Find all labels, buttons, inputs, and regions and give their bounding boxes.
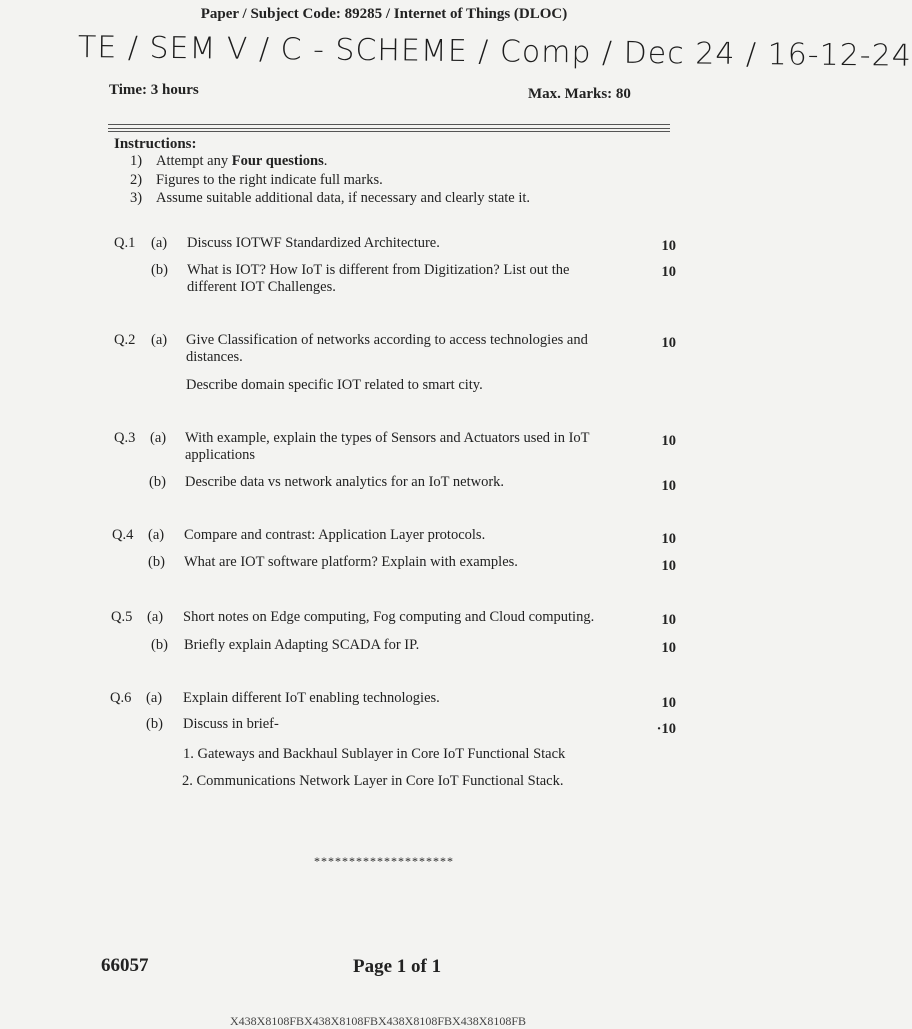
instruction-text: Figures to the right indicate full marks. (156, 172, 383, 188)
question-part-label: (b) (146, 716, 163, 732)
question-part-label: (b) (149, 474, 166, 490)
instruction-number: 1) (130, 153, 143, 169)
instruction-item (130, 172, 383, 189)
instruction-text: Assume suitable additional data, if necessary and clearly state it. (156, 190, 531, 206)
paper-number: 66057 (101, 955, 149, 976)
question-number: Q.6 (110, 690, 132, 706)
instruction-number: 3) (130, 190, 143, 206)
question-text: Explain different IoT enabling technologies. (183, 690, 440, 706)
question-text: Briefly explain Adapting SCADA for IP. (184, 637, 420, 653)
question-part-label: (a) (151, 235, 168, 251)
question-marks: 10 (661, 433, 676, 449)
sub-item: 1. Gateways and Backhaul Sublayer in Core IoT Functional Stack (183, 746, 566, 762)
sub-item: 2. Communications Network Layer in Core IoT Functional Stack. (182, 773, 564, 789)
question-number: Q.2 (114, 332, 136, 348)
question-marks: 10 (661, 335, 676, 351)
instructions-title: Instructions: (114, 136, 197, 152)
divider-line (108, 128, 670, 129)
question-text: Describe data vs network analytics for an IoT network. (185, 474, 505, 490)
instruction-text: . (323, 153, 328, 169)
question-part-label: (a) (147, 609, 164, 625)
question-marks: 10 (661, 264, 676, 280)
divider-line (108, 131, 670, 132)
question-part-label: (a) (148, 527, 165, 543)
page-indicator: Page 1 of 1 (353, 956, 442, 977)
question-part-label: (b) (148, 554, 165, 570)
question-part-label: (a) (146, 690, 163, 706)
exam-duration: Time: 3 hours (109, 82, 199, 98)
question-text: Describe domain specific IOT related to smart city. (186, 377, 483, 393)
question-text: Give Classification of networks according to access technologies and distances. (186, 332, 588, 365)
instruction-text: Attempt any (156, 153, 232, 169)
question-number: Q.3 (114, 430, 136, 446)
watermark-pattern (295, 301, 308, 311)
question-text: Discuss IOTWF Standardized Architecture. (187, 235, 440, 251)
instruction-item (130, 153, 327, 170)
question-text: Compare and contrast: Application Layer protocols. (184, 527, 486, 543)
question-marks: 10 (661, 558, 676, 574)
instruction-emphasis: Four questions (231, 153, 324, 169)
divider-line (108, 124, 670, 125)
question-part-label: (a) (150, 430, 167, 446)
question-marks: ·10 (656, 721, 676, 737)
question-text: With example, explain the types of Sensors and Actuators used in IoT applications (185, 430, 590, 463)
question-text: Discuss in brief- (183, 716, 279, 732)
question-marks: 10 (661, 695, 676, 711)
question-number: Q.5 (111, 609, 133, 625)
footer-code: X438X8108FBX438X8108FBX438X8108FBX438X8108FB (230, 1014, 527, 1028)
question-marks: 10 (661, 478, 676, 494)
instruction-number: 2) (130, 172, 143, 188)
question-text: What is IOT? How IoT is different from Digitization? List out the different IOT Challenges. (187, 262, 570, 295)
question-number: Q.4 (112, 527, 134, 543)
question-part-label: (a) (151, 332, 168, 348)
question-part-label: (b) (151, 637, 168, 653)
max-marks: Max. Marks: 80 (528, 86, 631, 102)
question-marks: 10 (661, 640, 676, 656)
question-number: Q.1 (114, 235, 136, 251)
question-marks: 10 (661, 238, 676, 254)
question-part-label: (b) (151, 262, 168, 278)
question-text: What are IOT software platform? Explain with examples. (184, 554, 518, 570)
end-separator: ******************** (314, 854, 454, 868)
question-text: Short notes on Edge computing, Fog computing and Cloud computing. (183, 609, 595, 625)
instruction-item (130, 190, 530, 207)
paper-subject-code: Paper / Subject Code: 89285 / Internet of Things (DLOC) (200, 6, 568, 22)
question-marks: 10 (661, 612, 676, 628)
question-marks: 10 (661, 531, 676, 547)
handwritten-annotation: TE / SEM Ⅴ / C - SCHEME / Comp / Dec 24 / 16-12-24 (77, 30, 912, 74)
